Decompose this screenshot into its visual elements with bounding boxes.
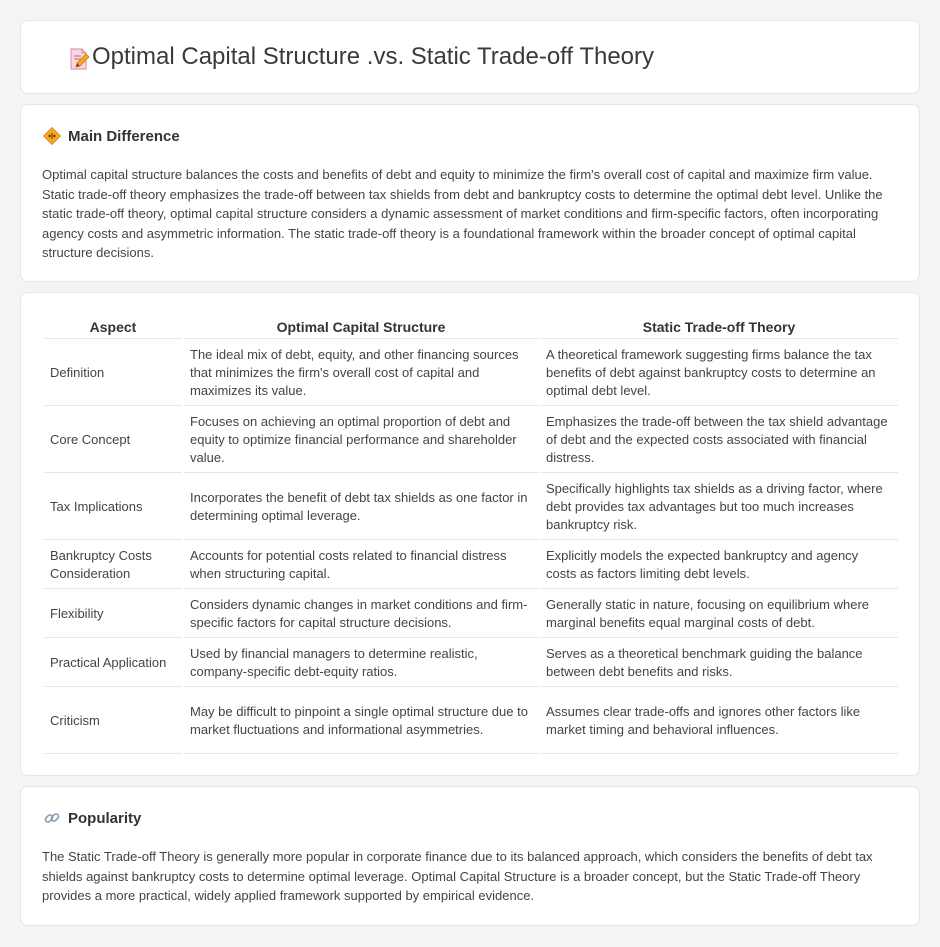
optimal-cell: Accounts for potential costs related to financial distress when structuring capital. [184, 542, 538, 589]
aspect-cell: Definition [44, 341, 182, 406]
main-difference-header [43, 127, 180, 145]
link-icon [43, 809, 61, 827]
aspect-cell: Tax Implications [44, 475, 182, 540]
optimal-cell: Incorporates the benefit of debt tax shields as one factor in determining optimal leverage. [184, 475, 538, 540]
optimal-cell: May be difficult to pinpoint a single optimal structure due to market fluctuations and informational asymmetries. [184, 689, 538, 754]
table-row [44, 689, 898, 754]
aspect-cell: Practical Application [44, 640, 182, 687]
static-cell: Assumes clear trade-offs and ignores other factors like market timing and behavioral influences. [540, 689, 898, 754]
main-difference-card [20, 104, 920, 282]
document-pencil-icon [67, 47, 91, 71]
static-cell: Generally static in nature, focusing on equilibrium where marginal benefits equal marginal costs of debt. [540, 591, 898, 638]
main-difference-text: Optimal capital structure balances the costs and benefits of debt and equity to minimize the firm's overall cost of capital and maximize firm value. Static trade-off theory emphasizes the trade-off between tax shields from debt and bankruptcy costs to determine the optimal debt level. Unlike the static trade-off theory, optimal capital structure considers a dynamic assessment of market conditions and firm-specific factors, often incorporating agency costs and asymmetric information. The static trade-off theory is a foundational framework within the broader concept of optimal capital structure decisions. [42, 167, 883, 260]
title-card [20, 20, 920, 94]
aspect-cell: Criticism [44, 689, 182, 754]
table-row [44, 640, 898, 687]
table-row [44, 542, 898, 589]
optimal-cell: Focuses on achieving an optimal proportion of debt and equity to optimize financial performance and shareholder value. [184, 408, 538, 473]
optimal-cell: Considers dynamic changes in market conditions and firm-specific factors for capital structure decisions. [184, 591, 538, 638]
popularity-heading: Popularity [68, 809, 142, 827]
static-cell: Specifically highlights tax shields as a driving factor, where debt provides tax advantages but too much increases bankruptcy risk. [540, 475, 898, 540]
static-cell: Emphasizes the trade-off between the tax shield advantage of debt and the expected costs associated with financial distress. [540, 408, 898, 473]
column-header-static: Static Trade-off Theory [540, 316, 898, 339]
main-difference-heading: Main Difference [68, 127, 180, 145]
table-row [44, 475, 898, 540]
aspect-cell: Flexibility [44, 591, 182, 638]
comparison-card [20, 292, 920, 776]
popularity-text: The Static Trade-off Theory is generally more popular in corporate finance due to its balanced approach, which considers the benefits of debt tax shields against bankruptcy costs to determine optimal leverage. Optimal Capital Structure is a broader concept, but the Static Trade-off Theory provides a more practical, widely applied framework supported by empirical evidence. [42, 849, 873, 903]
popularity-card [20, 786, 920, 926]
static-cell: Explicitly models the expected bankruptcy and agency costs as factors limiting debt levels. [540, 542, 898, 589]
optimal-cell: The ideal mix of debt, equity, and other financing sources that minimizes the firm's overall cost of capital and maximizes its value. [184, 341, 538, 406]
static-cell: A theoretical framework suggesting firms balance the tax benefits of debt against bankruptcy costs to determine an optimal debt level. [540, 341, 898, 406]
aspect-cell: Bankruptcy Costs Consideration [44, 542, 182, 589]
diamond-sign-icon [43, 127, 61, 145]
static-cell: Serves as a theoretical benchmark guiding the balance between debt benefits and risks. [540, 640, 898, 687]
aspect-cell: Core Concept [44, 408, 182, 473]
page-title: Optimal Capital Structure .vs. Static Trade-off Theory [92, 43, 655, 70]
optimal-cell: Used by financial managers to determine realistic, company-specific debt-equity ratios. [184, 640, 538, 687]
column-header-aspect: Aspect [44, 316, 182, 339]
comparison-table [42, 314, 900, 756]
table-row [44, 341, 898, 406]
popularity-header [43, 809, 141, 827]
table-row [44, 408, 898, 473]
table-header-row [44, 316, 898, 339]
table-row [44, 591, 898, 638]
column-header-optimal: Optimal Capital Structure [184, 316, 538, 339]
